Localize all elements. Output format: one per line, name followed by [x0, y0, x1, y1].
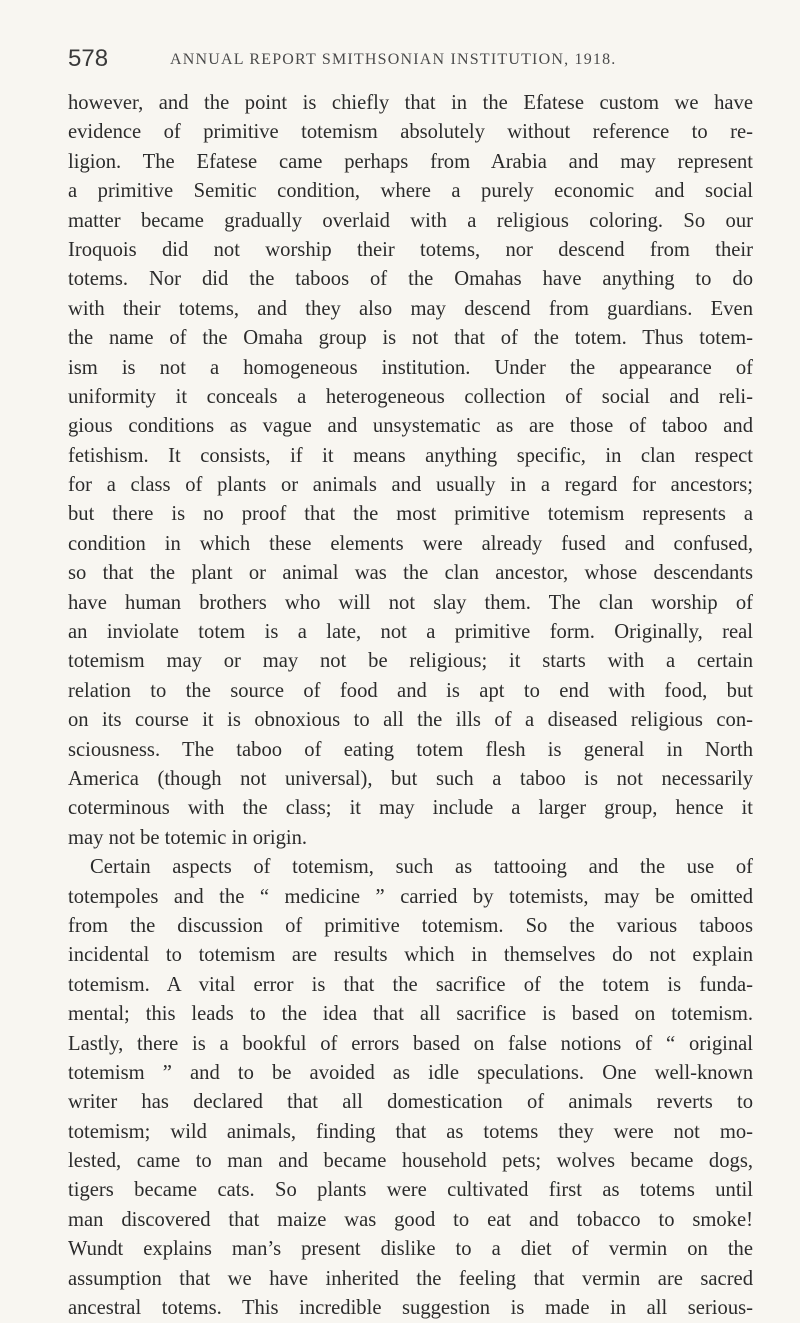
running-head: [68, 44, 753, 74]
text-line: on its course it is obnoxious to all the ills of a diseased religious con-: [68, 709, 753, 732]
text-line: Lastly, there is a bookful of errors based on false notions of “ original: [68, 1032, 753, 1055]
text-line: totemism; wild animals, finding that as totems they were not mo-: [68, 1120, 753, 1143]
text-line: totems. Nor did the taboos of the Omahas have anything to do: [68, 268, 753, 291]
text-line: with their totems, and they also may descend from guardians. Even: [68, 297, 753, 320]
text-line: for a class of plants or animals and usually in a regard for ancestors;: [68, 474, 753, 497]
text-line: fetishism. It consists, if it means anything specific, in clan respect: [68, 444, 753, 467]
text-line: totemism ” and to be avoided as idle speculations. One well-known: [68, 1061, 753, 1084]
text-line: condition in which these elements were already fused and confused,: [68, 532, 753, 555]
text-line: totemism may or may not be religious; it starts with a certain: [68, 650, 753, 673]
text-line: gious conditions as vague and unsystematic as are those of taboo and: [68, 415, 753, 438]
text-line: from the discussion of primitive totemism. So the various taboos: [68, 914, 753, 937]
body-text: [68, 89, 753, 1323]
text-line: totemism. A vital error is that the sacrifice of the totem is funda-: [68, 973, 753, 996]
text-line: uniformity it conceals a heterogeneous collection of social and reli-: [68, 385, 753, 408]
text-line: ism is not a homogeneous institution. Under the appearance of: [68, 356, 753, 379]
text-line: lested, came to man and became household pets; wolves became dogs,: [68, 1150, 753, 1173]
text-line: so that the plant or animal was the clan ancestor, whose descendants: [68, 562, 753, 585]
text-line: Certain aspects of totemism, such as tattooing and the use of: [90, 856, 753, 879]
text-line: however, and the point is chiefly that in the Efatese custom we have: [68, 92, 753, 114]
text-line: the name of the Omaha group is not that of the totem. Thus totem-: [68, 327, 753, 350]
text-line: evidence of primitive totemism absolutely without reference to re-: [68, 121, 753, 144]
text-line: writer has declared that all domestication of animals reverts to: [68, 1091, 753, 1114]
text-line: relation to the source of food and is apt to end with food, but: [68, 679, 753, 702]
text-line: mental; this leads to the idea that all sacrifice is based on totemism.: [68, 1003, 753, 1026]
text-line: may not be totemic in origin.: [68, 826, 308, 849]
text-line: matter became gradually overlaid with a religious coloring. So our: [68, 209, 753, 232]
text-line: a primitive Semitic condition, where a purely economic and social: [68, 180, 753, 203]
paragraph: [68, 853, 753, 1323]
text-line: sciousness. The taboo of eating totem flesh is general in North: [68, 738, 753, 761]
text-line: incidental to totemism are results which in themselves do not explain: [68, 944, 753, 967]
running-head-title: ANNUAL REPORT SMITHSONIAN INSTITUTION, 1918.: [170, 51, 617, 68]
text-line: tigers became cats. So plants were cultivated first as totems until: [68, 1179, 753, 1202]
text-line: man discovered that maize was good to eat and tobacco to smoke!: [68, 1208, 753, 1231]
text-line: but there is no proof that the most primitive totemism represents a: [68, 503, 753, 526]
text-line: have human brothers who will not slay them. The clan worship of: [68, 591, 753, 614]
text-line: Iroquois did not worship their totems, nor descend from their: [68, 238, 753, 261]
text-line: totempoles and the “ medicine ” carried by totemists, may be omitted: [68, 885, 753, 908]
text-line: coterminous with the class; it may include a larger group, hence it: [68, 797, 753, 820]
paragraph: [68, 89, 753, 853]
document-page: [68, 44, 753, 1323]
text-line: assumption that we have inherited the feeling that vermin are sacred: [68, 1267, 753, 1290]
text-line: an inviolate totem is a late, not a primitive form. Originally, real: [68, 621, 753, 644]
text-line: ligion. The Efatese came perhaps from Arabia and may represent: [68, 150, 753, 173]
text-line: Wundt explains man’s present dislike to a diet of vermin on the: [68, 1238, 753, 1261]
page-number: 578: [68, 45, 109, 72]
text-line: America (though not universal), but such a taboo is not necessarily: [68, 767, 753, 790]
text-line: ancestral totems. This incredible suggestion is made in all serious-: [68, 1297, 753, 1320]
